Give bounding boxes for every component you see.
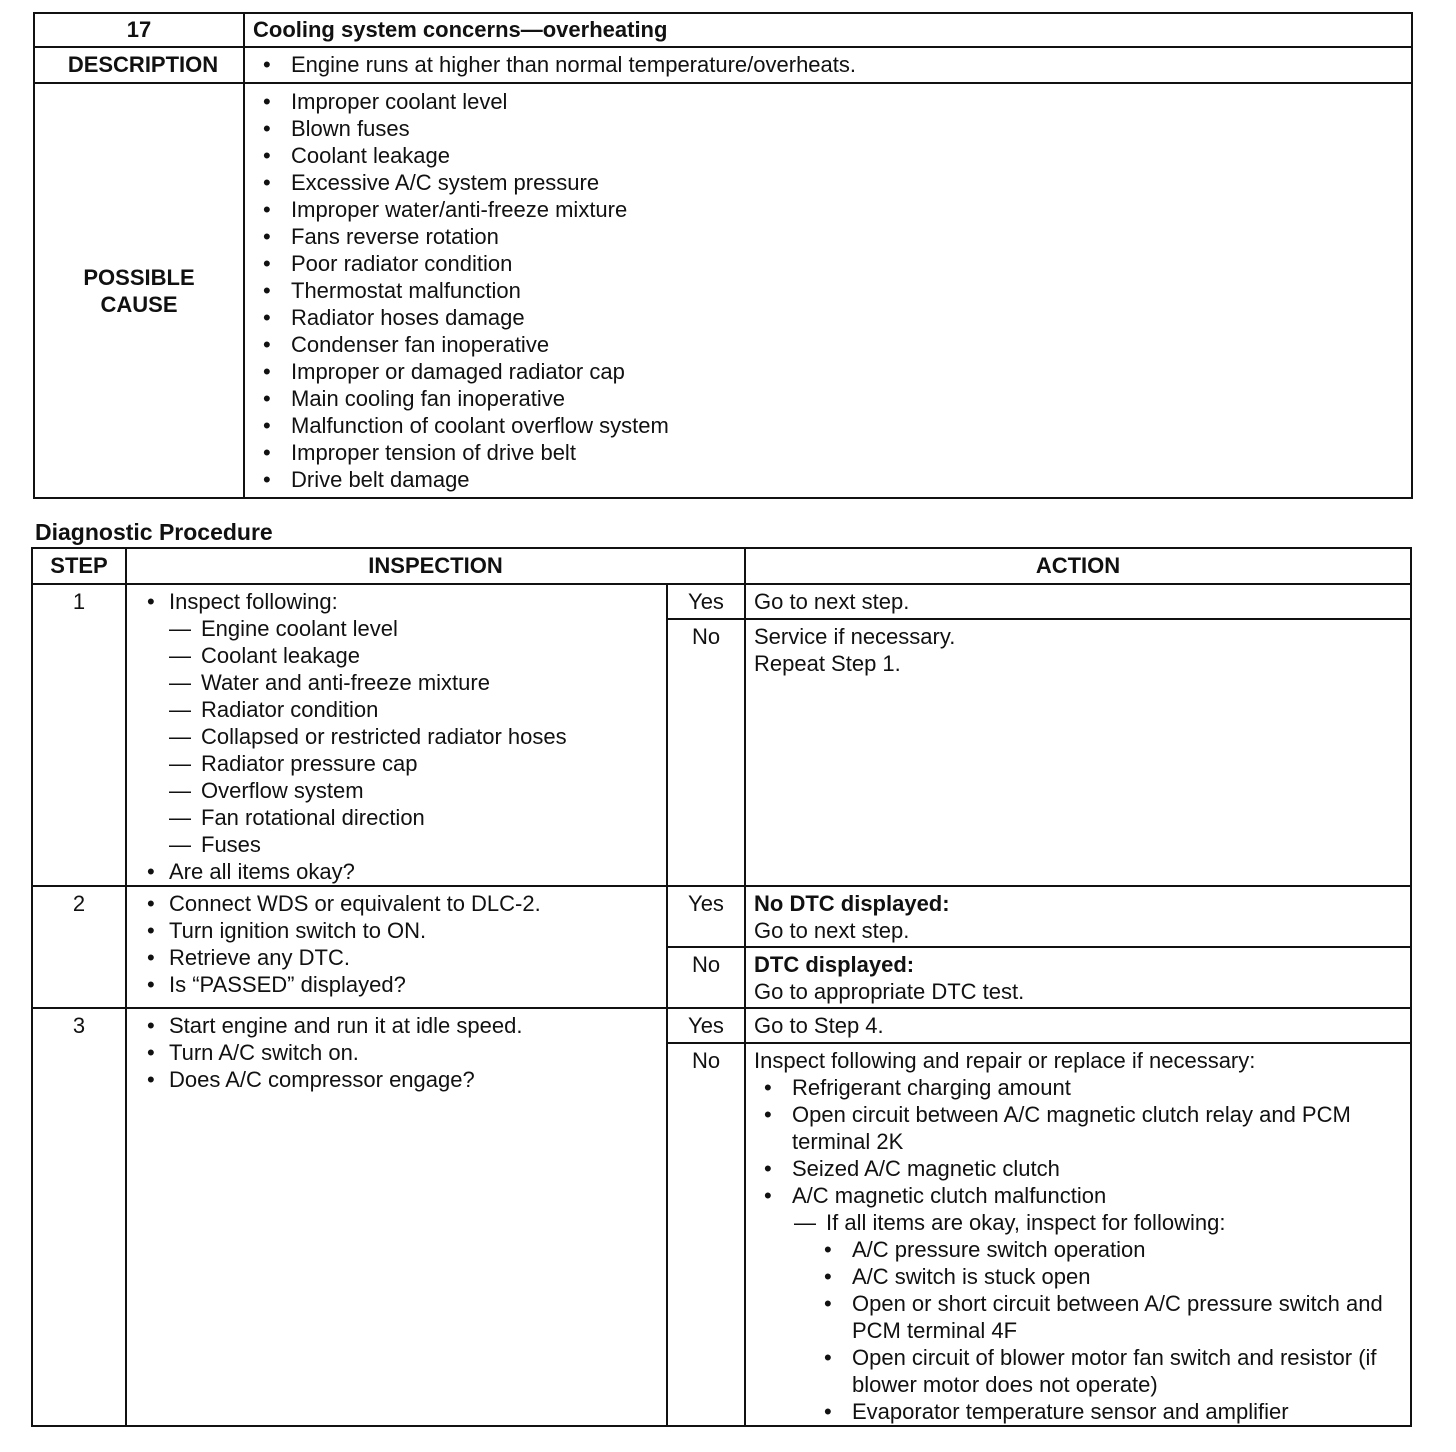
possible-cause-label-line2: CAUSE: [100, 291, 178, 317]
header-step: STEP: [32, 548, 126, 584]
step3-yes-action: Go to Step 4.: [745, 1008, 1411, 1043]
sub-repair-item: • A/C switch is stuck open: [814, 1263, 1410, 1290]
step1-items: [137, 615, 666, 858]
header-action: ACTION: [745, 548, 1411, 584]
inspection-item: — Engine coolant level: [169, 615, 666, 642]
cause-item: • Excessive A/C system pressure: [253, 169, 1411, 196]
step1-no-line2: Repeat Step 1.: [754, 651, 901, 676]
step2-yes-text: Go to next step.: [754, 918, 910, 943]
yes-label: Yes: [667, 1008, 745, 1043]
possible-cause-list: [244, 83, 1412, 498]
step3-no-action: [745, 1043, 1411, 1426]
sub-repair-item: • Open or short circuit between A/C pressure switch and PCM terminal 4F: [814, 1290, 1410, 1344]
cause-item: • Fans reverse rotation: [253, 223, 1411, 250]
inspection-item: — Radiator pressure cap: [169, 750, 666, 777]
inspection-item: — Fuses: [169, 831, 666, 858]
step1-yes-action: Go to next step.: [745, 584, 1411, 619]
step-number: 3: [32, 1008, 126, 1426]
step3-no-intro: Inspect following and repair or replace if necessary:: [754, 1048, 1256, 1073]
cause-item: • Poor radiator condition: [253, 250, 1411, 277]
cause-item: • Malfunction of coolant overflow system: [253, 412, 1411, 439]
step1-question: • Are all items okay?: [137, 858, 666, 885]
inspection-item: • Turn ignition switch to ON.: [137, 917, 666, 944]
repair-item: • Seized A/C magnetic clutch: [754, 1155, 1410, 1182]
repair-item: • Open circuit between A/C magnetic clutch relay and PCM terminal 2K: [754, 1101, 1410, 1155]
step2-no-title: DTC displayed:: [754, 952, 915, 977]
step1-no-action: [745, 619, 1411, 886]
step2-no-text: Go to appropriate DTC test.: [754, 979, 1025, 1004]
description-text: • Engine runs at higher than normal temperature/overheats.: [253, 48, 1411, 82]
inspection-item: • Turn A/C switch on.: [137, 1039, 666, 1066]
symptom-number: 17: [34, 13, 244, 47]
possible-cause-label-line1: POSSIBLE: [83, 264, 195, 290]
cause-item: • Main cooling fan inoperative: [253, 385, 1411, 412]
yes-label: Yes: [667, 584, 745, 619]
cause-item: • Improper water/anti-freeze mixture: [253, 196, 1411, 223]
step2-yes-action: [745, 886, 1411, 947]
inspection-item: — Collapsed or restricted radiator hoses: [169, 723, 666, 750]
step3-no-sub: — If all items are okay, inspect for following:: [794, 1209, 1410, 1236]
step-number: 1: [32, 584, 126, 886]
step2-inspection: [126, 886, 667, 1008]
step2-no-action: [745, 947, 1411, 1008]
no-label: No: [667, 1043, 745, 1426]
cause-item: • Thermostat malfunction: [253, 277, 1411, 304]
cause-item: • Improper coolant level: [253, 88, 1411, 115]
cause-item: • Improper tension of drive belt: [253, 439, 1411, 466]
cause-item: • Blown fuses: [253, 115, 1411, 142]
cause-item: • Coolant leakage: [253, 142, 1411, 169]
repair-item: • A/C magnetic clutch malfunction: [754, 1182, 1410, 1209]
header-inspection: INSPECTION: [126, 548, 745, 584]
step-number: 2: [32, 886, 126, 1008]
inspection-item: • Connect WDS or equivalent to DLC-2.: [137, 890, 666, 917]
step3-inspection: [126, 1008, 667, 1426]
symptom-table: [33, 12, 1413, 499]
repair-item: • Refrigerant charging amount: [754, 1074, 1410, 1101]
cause-item: • Improper or damaged radiator cap: [253, 358, 1411, 385]
sub-repair-item: • Evaporator temperature sensor and amplifier: [814, 1398, 1410, 1425]
cause-item: • Radiator hoses damage: [253, 304, 1411, 331]
possible-cause-label: [34, 83, 244, 498]
step2-yes-title: No DTC displayed:: [754, 891, 950, 916]
description-label: DESCRIPTION: [34, 47, 244, 83]
inspection-item: — Water and anti-freeze mixture: [169, 669, 666, 696]
no-label: No: [667, 619, 745, 886]
inspection-item: — Radiator condition: [169, 696, 666, 723]
step1-inspection: [126, 584, 667, 886]
cause-item: • Drive belt damage: [253, 466, 1411, 493]
inspection-item: • Start engine and run it at idle speed.: [137, 1012, 666, 1039]
inspection-item: — Coolant leakage: [169, 642, 666, 669]
inspection-item: • Does A/C compressor engage?: [137, 1066, 666, 1093]
diagnostic-procedure-heading: Diagnostic Procedure: [35, 519, 273, 545]
diagnostic-table: [31, 547, 1412, 1427]
symptom-title: Cooling system concerns—overheating: [244, 13, 1412, 47]
step1-intro: • Inspect following:: [137, 588, 666, 615]
yes-label: Yes: [667, 886, 745, 947]
inspection-item: — Overflow system: [169, 777, 666, 804]
sub-repair-item: • Open circuit of blower motor fan switch and resistor (if blower motor does not operate): [814, 1344, 1410, 1398]
no-label: No: [667, 947, 745, 1008]
cause-item: • Condenser fan inoperative: [253, 331, 1411, 358]
inspection-item: • Retrieve any DTC.: [137, 944, 666, 971]
sub-repair-item: • A/C pressure switch operation: [814, 1236, 1410, 1263]
inspection-item: • Is “PASSED” displayed?: [137, 971, 666, 998]
step1-no-line1: Service if necessary.: [754, 624, 956, 649]
description-cell: [244, 47, 1412, 83]
inspection-item: — Fan rotational direction: [169, 804, 666, 831]
